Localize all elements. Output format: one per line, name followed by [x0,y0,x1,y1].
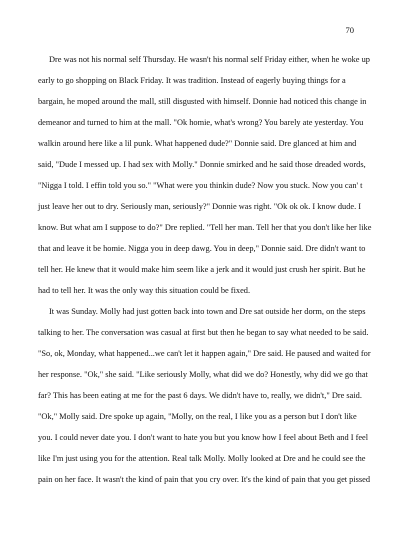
body-text [38,49,372,490]
paragraph: Dre was not his normal self Thursday. He wasn't his normal self Friday either, when he woke up early to go shopping on Black Friday. It was tradition. Instead of eagerly buying things for a bargain, he moped around the mall, still disgusted with himself. Donnie had noticed this change in demeanor and turned to him at the mall. "Ok homie, what's wrong? You barely ate yesterday. You walkin around here like a lil punk. What happened dude?" Donnie said. Dre glanced at him and said, "Dude I messed up. I had sex with Molly." Donnie smirked and he said those dreaded words, "Nigga I told. I effin told you so." "What were you thinkin dude? Now you stuck. Now you can' t just leave her out to dry. Seriously man, seriously?" Donnie was right. "Ok ok ok. I know dude. I know. But what am I suppose to do?" Dre replied. "Tell her man. Tell her that you don't like her like that and leave it be homie. Nigga you in deep dawg. You in deep," Donnie said. Dre didn't want to tell her. He knew that it would make him seem like a jerk and it would just crush her spirit. But he had to tell her. It was the only way this situation could be fixed. [38,55,372,295]
page-number: 70 [345,25,354,35]
paragraph: It was Sunday. Molly had just gotten back into town and Dre sat outside her dorm, on the steps talking to her. The conversation was casual at first but then he began to say what needed to be said. "So, ok, Monday, what happened...we can't let it happen again," Dre said. He paused and waited for her response. "Ok," she said. "Like seriously Molly, what did we do? Honestly, why did we go that far? This has been eating at me for the past 6 days. We didn't have to, really, we didn't," Dre said. "Ok," Molly said. Dre spoke up again, "Molly, on the real, I like you as a person but I don't like you. I could never date you. I don't want to hate you but you know how I feel about Beth and I feel like I'm just using you for the attention. Real talk Molly. Molly looked at Dre and he could see the pain on her face. It wasn't the kind of pain that you cry over. It's the kind of pain that you get pissed [38,307,371,484]
